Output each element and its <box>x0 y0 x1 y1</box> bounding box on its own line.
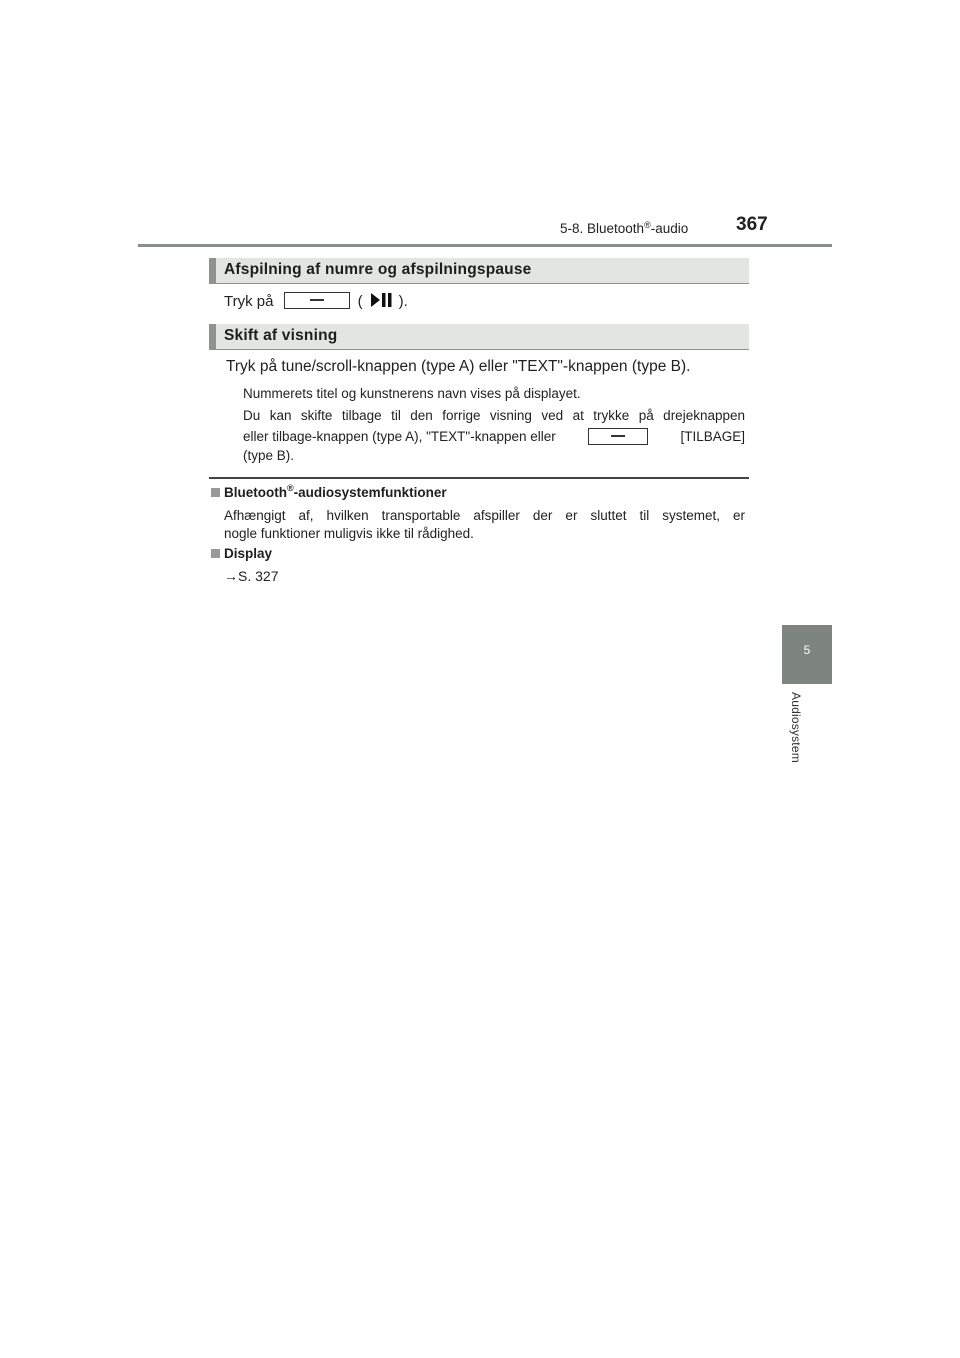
play-step-text: Tryk på <box>224 293 274 310</box>
paren-close: ). <box>398 293 408 310</box>
running-header <box>560 221 688 236</box>
section-header-bar <box>209 324 216 349</box>
bluetooth-functions-line2: nogle funktioner muligvis ikke til rådighed. <box>224 526 474 541</box>
chapter-number: 5 <box>803 643 811 657</box>
section-divider <box>209 477 749 479</box>
chapter-tab[interactable] <box>782 625 832 684</box>
page-number: 367 <box>736 214 768 235</box>
section-header-playback <box>209 258 749 284</box>
section-title: Skift af visning <box>224 327 338 344</box>
display-note-2-line3: (type B). <box>243 448 295 463</box>
bluetooth-functions-line1: Afhængigt af, hvilken transportable afspiller der er sluttet til systemet, er <box>224 508 745 523</box>
play-step <box>224 292 408 310</box>
display-note-1: Nummerets titel og kunstnerens navn vises på displayet. <box>243 386 581 401</box>
key-button-icon <box>588 428 648 445</box>
section-header-display <box>209 324 749 350</box>
display-note-2-line1: Du kan skifte tilbage til den forrige visning ved at trykke på drejeknappen <box>243 408 745 423</box>
play-pause-icon <box>369 292 393 308</box>
note-text: eller tilbage-knappen (type A), "TEXT"-knappen eller <box>243 429 556 444</box>
bullet-square-icon <box>211 549 220 558</box>
paren-open: ( <box>357 293 363 310</box>
display-page-reference[interactable]: →S. 327 <box>224 568 279 584</box>
chapter-label: Audiosystem <box>789 692 803 763</box>
title-text: Bluetooth <box>224 485 287 500</box>
bullet-square-icon <box>211 488 220 497</box>
section-header-bar <box>209 258 216 283</box>
bluetooth-functions-title <box>211 485 447 500</box>
registered-mark: ® <box>644 220 651 230</box>
title-text: Display <box>224 546 273 561</box>
section-title: Afspilning af numre og afspilningspause <box>224 261 532 278</box>
registered-mark: ® <box>287 483 294 493</box>
display-step: Tryk på tune/scroll-knappen (type A) eller "TEXT"-knappen (type B). <box>226 358 691 375</box>
header-section-suffix: -audio <box>650 221 689 236</box>
header-rule <box>138 244 832 247</box>
display-note-title <box>211 546 272 561</box>
header-section-text: 5-8. Bluetooth <box>560 221 645 236</box>
note-text: [TILBAGE] <box>680 429 745 444</box>
title-text: -audiosystemfunktioner <box>293 485 447 500</box>
display-note-2-line2 <box>243 426 745 447</box>
key-button-icon <box>284 292 350 309</box>
